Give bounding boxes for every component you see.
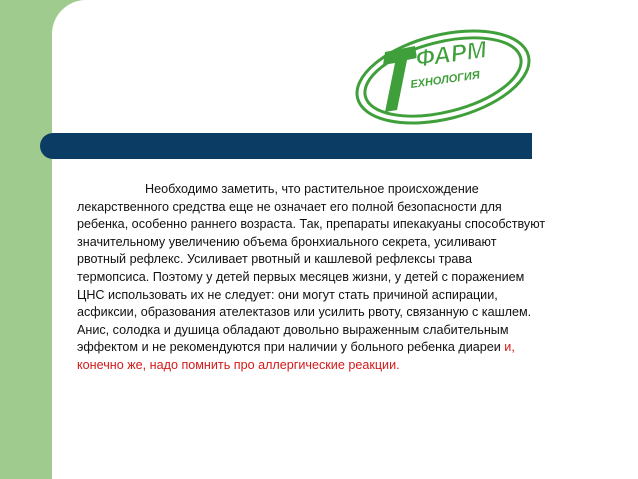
- main-text: Необходимо заметить, что растительное происхождение лекарственного средства еще не означает его полной безопасности для ребенка, особенно раннего возраста. Так, препараты ипекакуаны способствуют значительному увеличению объема бронхиального секрета, усиливают рвотный рефлекс. Усиливает рвотный и кашлевой рефлексы трава термопсиса. Поэтому у детей первых месяцев жизни, у детей с поражением ЦНС использовать их не следует: они могут стать причиной аспирации, асфиксии, образования ателектазов или усилить рвоту, связанную с кашлем. Анис, солодка и душица обладают довольно выраженным слабительным эффектом и не рекомендуются при наличии у больного ребенка диареи: [77, 182, 546, 355]
- pharm-technology-logo: [345, 22, 535, 127]
- logo-text-line2: ЕХНОЛОГИЯ: [409, 69, 481, 91]
- title-bar: [40, 133, 532, 159]
- logo-text-line1: ФАРМ: [414, 36, 489, 73]
- highlight-text: и, конечно же, надо помнить про аллергические реакции.: [77, 340, 515, 372]
- body-paragraph: [77, 181, 547, 375]
